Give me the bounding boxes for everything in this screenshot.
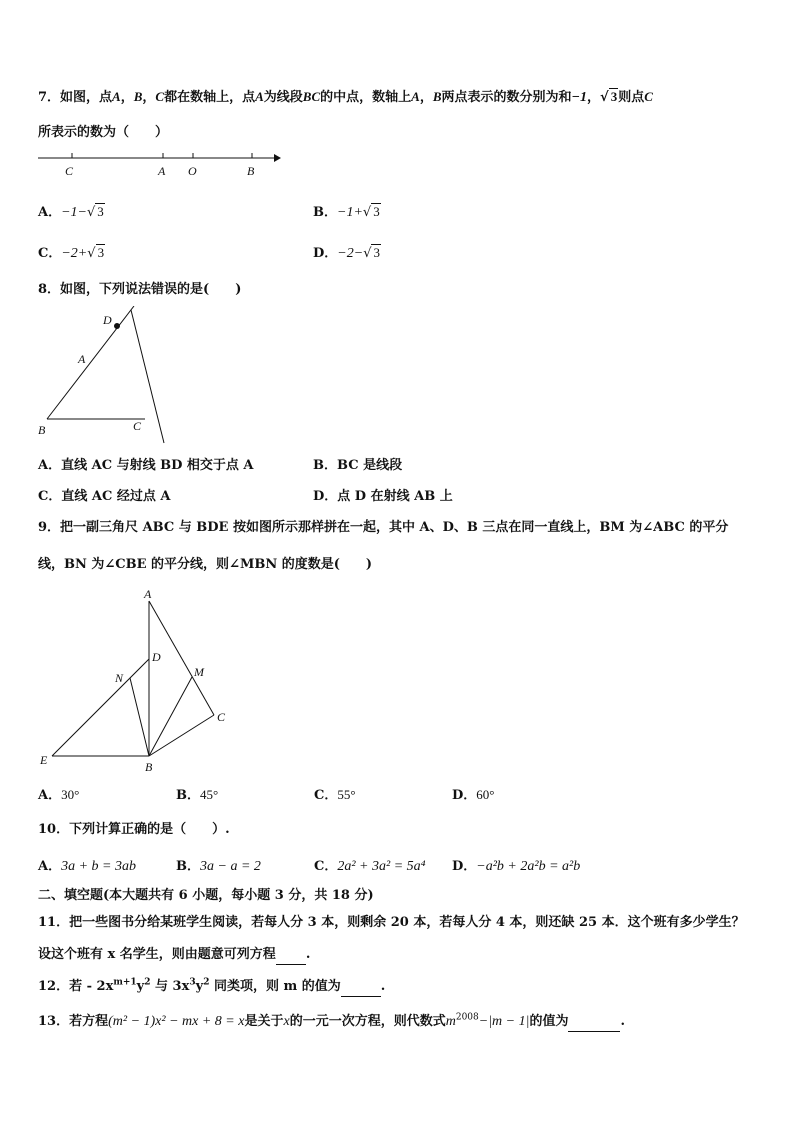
q7-option-a[interactable]: A．−1−√ 3: [38, 204, 104, 220]
fig8-label-C: C: [133, 419, 142, 433]
axis-label-C: C: [65, 164, 74, 178]
fig9-label-B: B: [145, 760, 153, 774]
fig9-label-C: C: [217, 710, 226, 724]
q13-answer-blank[interactable]: [568, 1013, 620, 1032]
q9-stem-line2: 线，BN 为∠CBE 的平分线，则∠MBN 的度数是( ): [38, 557, 373, 572]
axis-label-O: O: [188, 164, 197, 178]
q11-line2: 设这个班有 x 名学生，则由题意可列方程 .: [38, 946, 310, 965]
q8-stem: 8．如图，下列说法错误的是( ): [38, 282, 242, 297]
q9-stem-line1: 9．把一副三角尺 ABC 与 BDE 按如图所示那样拼在一起，其中 A、D、B 三点在同一直线上，BM 为∠ABC 的平分: [38, 520, 729, 535]
number-line-figure: [34, 148, 284, 182]
q7-option-c[interactable]: C．−2+√ 3: [38, 245, 105, 261]
ray-BD: [47, 306, 134, 419]
q8-figure: [34, 306, 174, 446]
q7-option-d[interactable]: D．−2−√ 3: [313, 245, 380, 261]
q8-option-d[interactable]: D．点 D 在射线 AB 上: [313, 489, 453, 504]
q11-answer-blank[interactable]: [276, 946, 306, 965]
q9-figure: [34, 584, 244, 776]
q13-line: 13．若方程(m² − 1)x² − mx + 8 = x是关于x的一元一次方程，则代数式$m^{2008}-|m - 1|$的值为 .: [38, 1013, 625, 1032]
q10-option-d[interactable]: D．−a²b + 2a²b = a²b: [452, 859, 581, 874]
q12-answer-blank[interactable]: [341, 978, 381, 997]
q9-option-d[interactable]: D．60°: [452, 787, 495, 803]
q12-line: 12．若 - $2x^{m+1}y^2$ 与 $3x^3y^2$ 同类项，则 m 的值为 .: [38, 978, 385, 997]
section-2-title: 二、填空题(本大题共有 6 小题，每小题 3 分，共 18 分): [38, 888, 374, 903]
fig9-label-D: D: [152, 650, 161, 664]
fig8-label-A: A: [78, 352, 86, 366]
q10-option-a[interactable]: A．3a + b = 3ab: [38, 859, 136, 874]
q9-option-a[interactable]: A．30°: [38, 787, 80, 803]
q8-option-a[interactable]: A．直线 AC 与射线 BD 相交于点 A: [38, 458, 254, 473]
segment-BN: [130, 678, 149, 756]
segment-CB: [149, 715, 214, 756]
fig9-label-N: N: [115, 671, 124, 685]
fig9-label-E: E: [40, 753, 48, 767]
point-D: [114, 323, 120, 329]
q10-stem: 10．下列计算正确的是（ ）.: [38, 822, 230, 837]
q7-stem-line1: 7．如图，点A，B，C都在数轴上，点A为线段BC的中点，数轴上A，B两点表示的数分别为和−1，√ 3则点C: [38, 89, 653, 105]
q10-option-b[interactable]: B．3a − a = 2: [176, 859, 261, 874]
fig8-label-B: B: [38, 423, 46, 437]
q10-option-c[interactable]: C．2a² + 3a² = 5a⁴: [314, 859, 426, 874]
axis-label-B: B: [247, 164, 255, 178]
q8-option-c[interactable]: C．直线 AC 经过点 A: [38, 489, 171, 504]
q9-option-c[interactable]: C．55°: [314, 787, 356, 803]
q7-option-b[interactable]: B．−1+√ 3: [313, 204, 380, 220]
axis-label-A: A: [158, 164, 166, 178]
q8-option-b[interactable]: B．BC 是线段: [313, 458, 403, 473]
fig9-label-A: A: [144, 587, 152, 601]
fig8-label-D: D: [103, 313, 112, 327]
number-line-arrow: [274, 154, 281, 162]
segment-ED: [52, 659, 149, 756]
fig9-label-M: M: [194, 665, 204, 679]
segment-BM: [149, 677, 192, 756]
q11-line1: 11．把一些图书分给某班学生阅读，若每人分 3 本，则剩余 20 本，若每人分 4 本，则还缺 25 本．这个班有多少学生？: [38, 915, 745, 930]
q9-option-b[interactable]: B．45°: [176, 787, 219, 803]
q7-stem-line2: 所表示的数为（ ）: [38, 125, 169, 140]
